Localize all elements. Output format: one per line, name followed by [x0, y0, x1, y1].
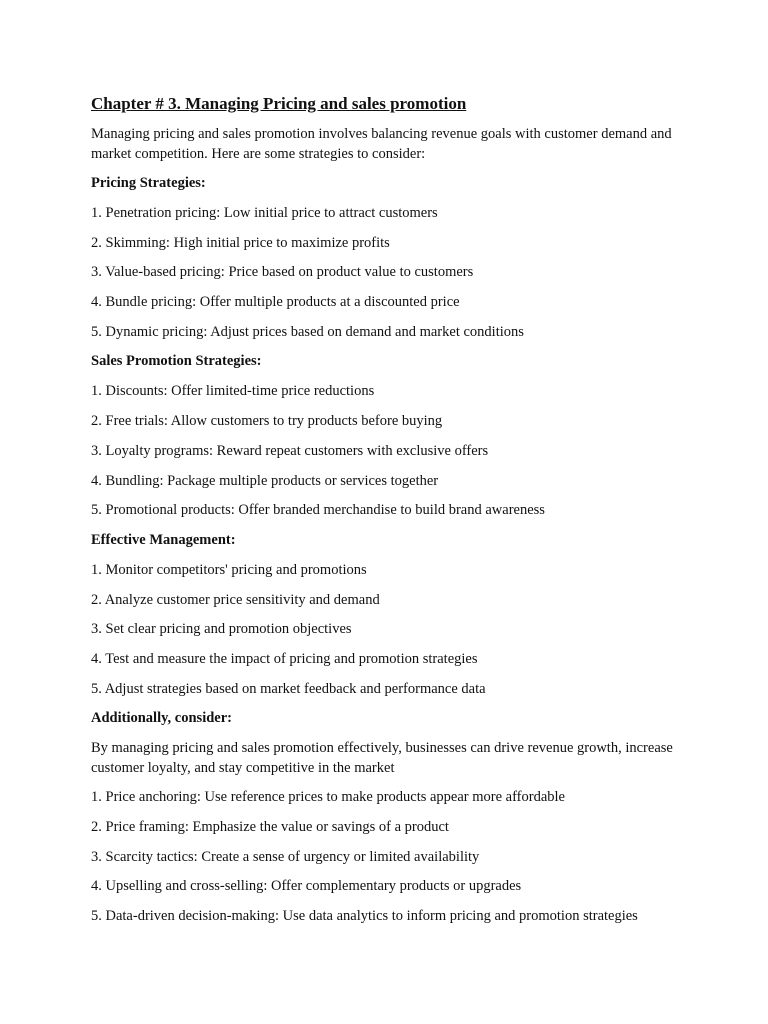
list-item: 4. Bundling: Package multiple products or services together — [91, 472, 439, 489]
list-item: 5. Dynamic pricing: Adjust prices based on demand and market conditions — [91, 323, 524, 340]
list-item: 3. Scarcity tactics: Create a sense of urgency or limited availability — [91, 848, 480, 865]
list-item: 1. Price anchoring: Use reference prices to make products appear more affordable — [91, 789, 565, 806]
list-item: 4. Bundle pricing: Offer multiple products at a discounted price — [91, 294, 460, 311]
list-item: 2. Skimming: High initial price to maximize profits — [91, 234, 390, 251]
list-item: 2. Analyze customer price sensitivity and demand — [91, 591, 380, 608]
list-item: 1. Discounts: Offer limited-time price reductions — [91, 383, 375, 400]
list-item: 2. Free trials: Allow customers to try products before buying — [91, 413, 443, 430]
list-item: 3. Value-based pricing: Price based on product value to customers — [91, 264, 474, 281]
list-item: 3. Loyalty programs: Reward repeat customers with exclusive offers — [91, 442, 489, 459]
additional-paragraph: By managing pricing and sales promotion effectively, businesses can drive revenue growth, increase customer loyalty, and stay competitive in the market — [91, 740, 673, 776]
list-item: 4. Test and measure the impact of pricing and promotion strategies — [91, 650, 478, 667]
list-item: 5. Promotional products: Offer branded merchandise to build brand awareness — [91, 502, 545, 519]
promotion-heading: Sales Promotion Strategies: — [91, 353, 262, 370]
list-item: 3. Set clear pricing and promotion objectives — [91, 621, 352, 638]
document-page — [91, 93, 691, 937]
pricing-heading: Pricing Strategies: — [91, 175, 206, 191]
intro-paragraph: Managing pricing and sales promotion involves balancing revenue goals with customer demand and market competition. Here are some strategies to consider: — [91, 126, 672, 162]
list-item: 1. Penetration pricing: Low initial price to attract customers — [91, 205, 438, 221]
management-heading: Effective Management: — [91, 531, 236, 548]
chapter-title: Chapter # 3. Managing Pricing and sales promotion — [91, 94, 467, 113]
additional-heading: Additionally, consider: — [91, 710, 232, 727]
list-item: 2. Price framing: Emphasize the value or savings of a product — [91, 819, 449, 835]
list-item: 5. Data-driven decision-making: Use data analytics to inform pricing and promotion strategies — [91, 908, 638, 925]
list-item: 1. Monitor competitors' pricing and promotions — [91, 561, 367, 578]
list-item: 4. Upselling and cross-selling: Offer complementary products or upgrades — [91, 878, 522, 895]
list-item: 5. Adjust strategies based on market feedback and performance data — [91, 680, 486, 697]
